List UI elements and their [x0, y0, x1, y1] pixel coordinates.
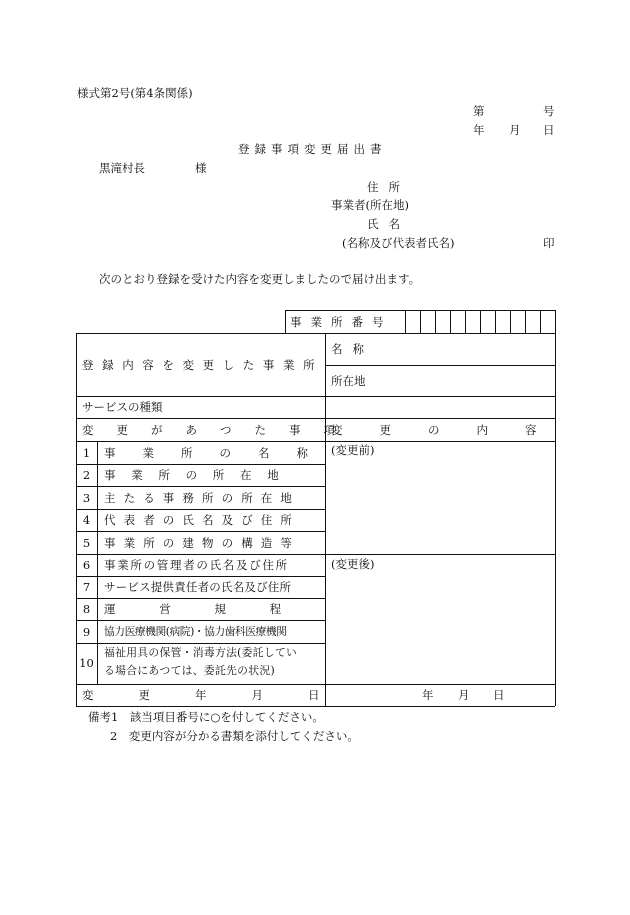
item-label: 協力医療機関(病院)・協力歯科医療機関	[104, 625, 287, 638]
service-type-field[interactable]	[326, 397, 554, 417]
before-field[interactable]	[326, 458, 554, 553]
service-type-label: サービスの種類	[82, 400, 163, 414]
item-number[interactable]: 8	[82, 602, 91, 616]
item-number[interactable]: 9	[82, 625, 91, 639]
item-number[interactable]: 5	[82, 536, 91, 550]
after-label: (変更後)	[331, 557, 375, 571]
number-label-dai: 第	[473, 104, 485, 118]
change-date-month: 月	[458, 688, 470, 702]
item-label: 代表者の氏名及び住所	[104, 513, 300, 527]
business-label: 事業者(所在地)	[331, 198, 409, 212]
item-label-line2: る場合にあつては、委託先の状況)	[104, 664, 275, 677]
date-month-label: 月	[509, 123, 521, 137]
item-label: サービス提供責任者の氏名及び住所	[104, 580, 292, 594]
name-note: (名称及び代表者氏名)	[342, 236, 455, 250]
item-number[interactable]: 3	[82, 491, 91, 505]
office-changed-label: 登録内容を変更した事業所	[82, 358, 324, 372]
note-1: 備考1 該当項目番号に○を付してください。	[88, 710, 324, 724]
seal-mark: 印	[543, 236, 555, 250]
form-number: 様式第2号(第4条関係)	[77, 86, 193, 100]
item-label: 事業所の名称	[104, 446, 335, 460]
document-title: 登録事項変更届出書	[238, 142, 387, 156]
addressee: 黒滝村長	[99, 161, 145, 175]
item-label: 主たる事務所の所在地	[104, 491, 300, 505]
office-name-label: 名称	[331, 342, 374, 356]
changed-items-label: 変更があつた事項	[82, 423, 358, 437]
number-label-go: 号	[543, 104, 555, 118]
after-field[interactable]	[326, 572, 554, 683]
date-year-label: 年	[473, 123, 485, 137]
change-date-label: 変更年月日	[82, 688, 365, 702]
item-label-line1: 福祉用具の保管・消毒方法(委託してい	[104, 646, 298, 659]
item-number[interactable]: 1	[82, 446, 91, 460]
before-label: (変更前)	[331, 443, 375, 457]
office-number-boxes[interactable]	[405, 310, 555, 333]
item-label: 事業所の建物の構造等	[104, 536, 300, 550]
office-location-label: 所在地	[331, 374, 366, 388]
item-label: 事業所の管理者の氏名及び住所	[104, 558, 289, 572]
office-name-field[interactable]	[380, 334, 554, 364]
office-location-field[interactable]	[380, 366, 554, 395]
change-date-day: 日	[493, 688, 505, 702]
addressee-suffix: 様	[195, 161, 207, 175]
change-date-year: 年	[422, 688, 434, 702]
change-date-field[interactable]	[326, 685, 554, 705]
address-label: 住所	[367, 180, 410, 194]
item-label: 事業所の所在地	[104, 468, 295, 482]
item-number[interactable]: 7	[82, 580, 91, 594]
note-2: 2 変更内容が分かる書類を添付してください。	[110, 729, 359, 743]
item-label: 運営規程	[104, 602, 325, 616]
item-number[interactable]: 4	[82, 513, 91, 527]
office-number-label: 事業所番号	[290, 315, 393, 329]
item-number[interactable]: 2	[82, 468, 91, 482]
intro-text: 次のとおり登録を受けた内容を変更しましたので届け出ます。	[99, 272, 421, 286]
date-day-label: 日	[543, 123, 555, 137]
name-label: 氏名	[367, 217, 410, 231]
item-number[interactable]: 6	[82, 558, 91, 572]
item-number[interactable]: 10	[79, 656, 94, 670]
change-content-label: 変更の内容	[331, 423, 574, 437]
